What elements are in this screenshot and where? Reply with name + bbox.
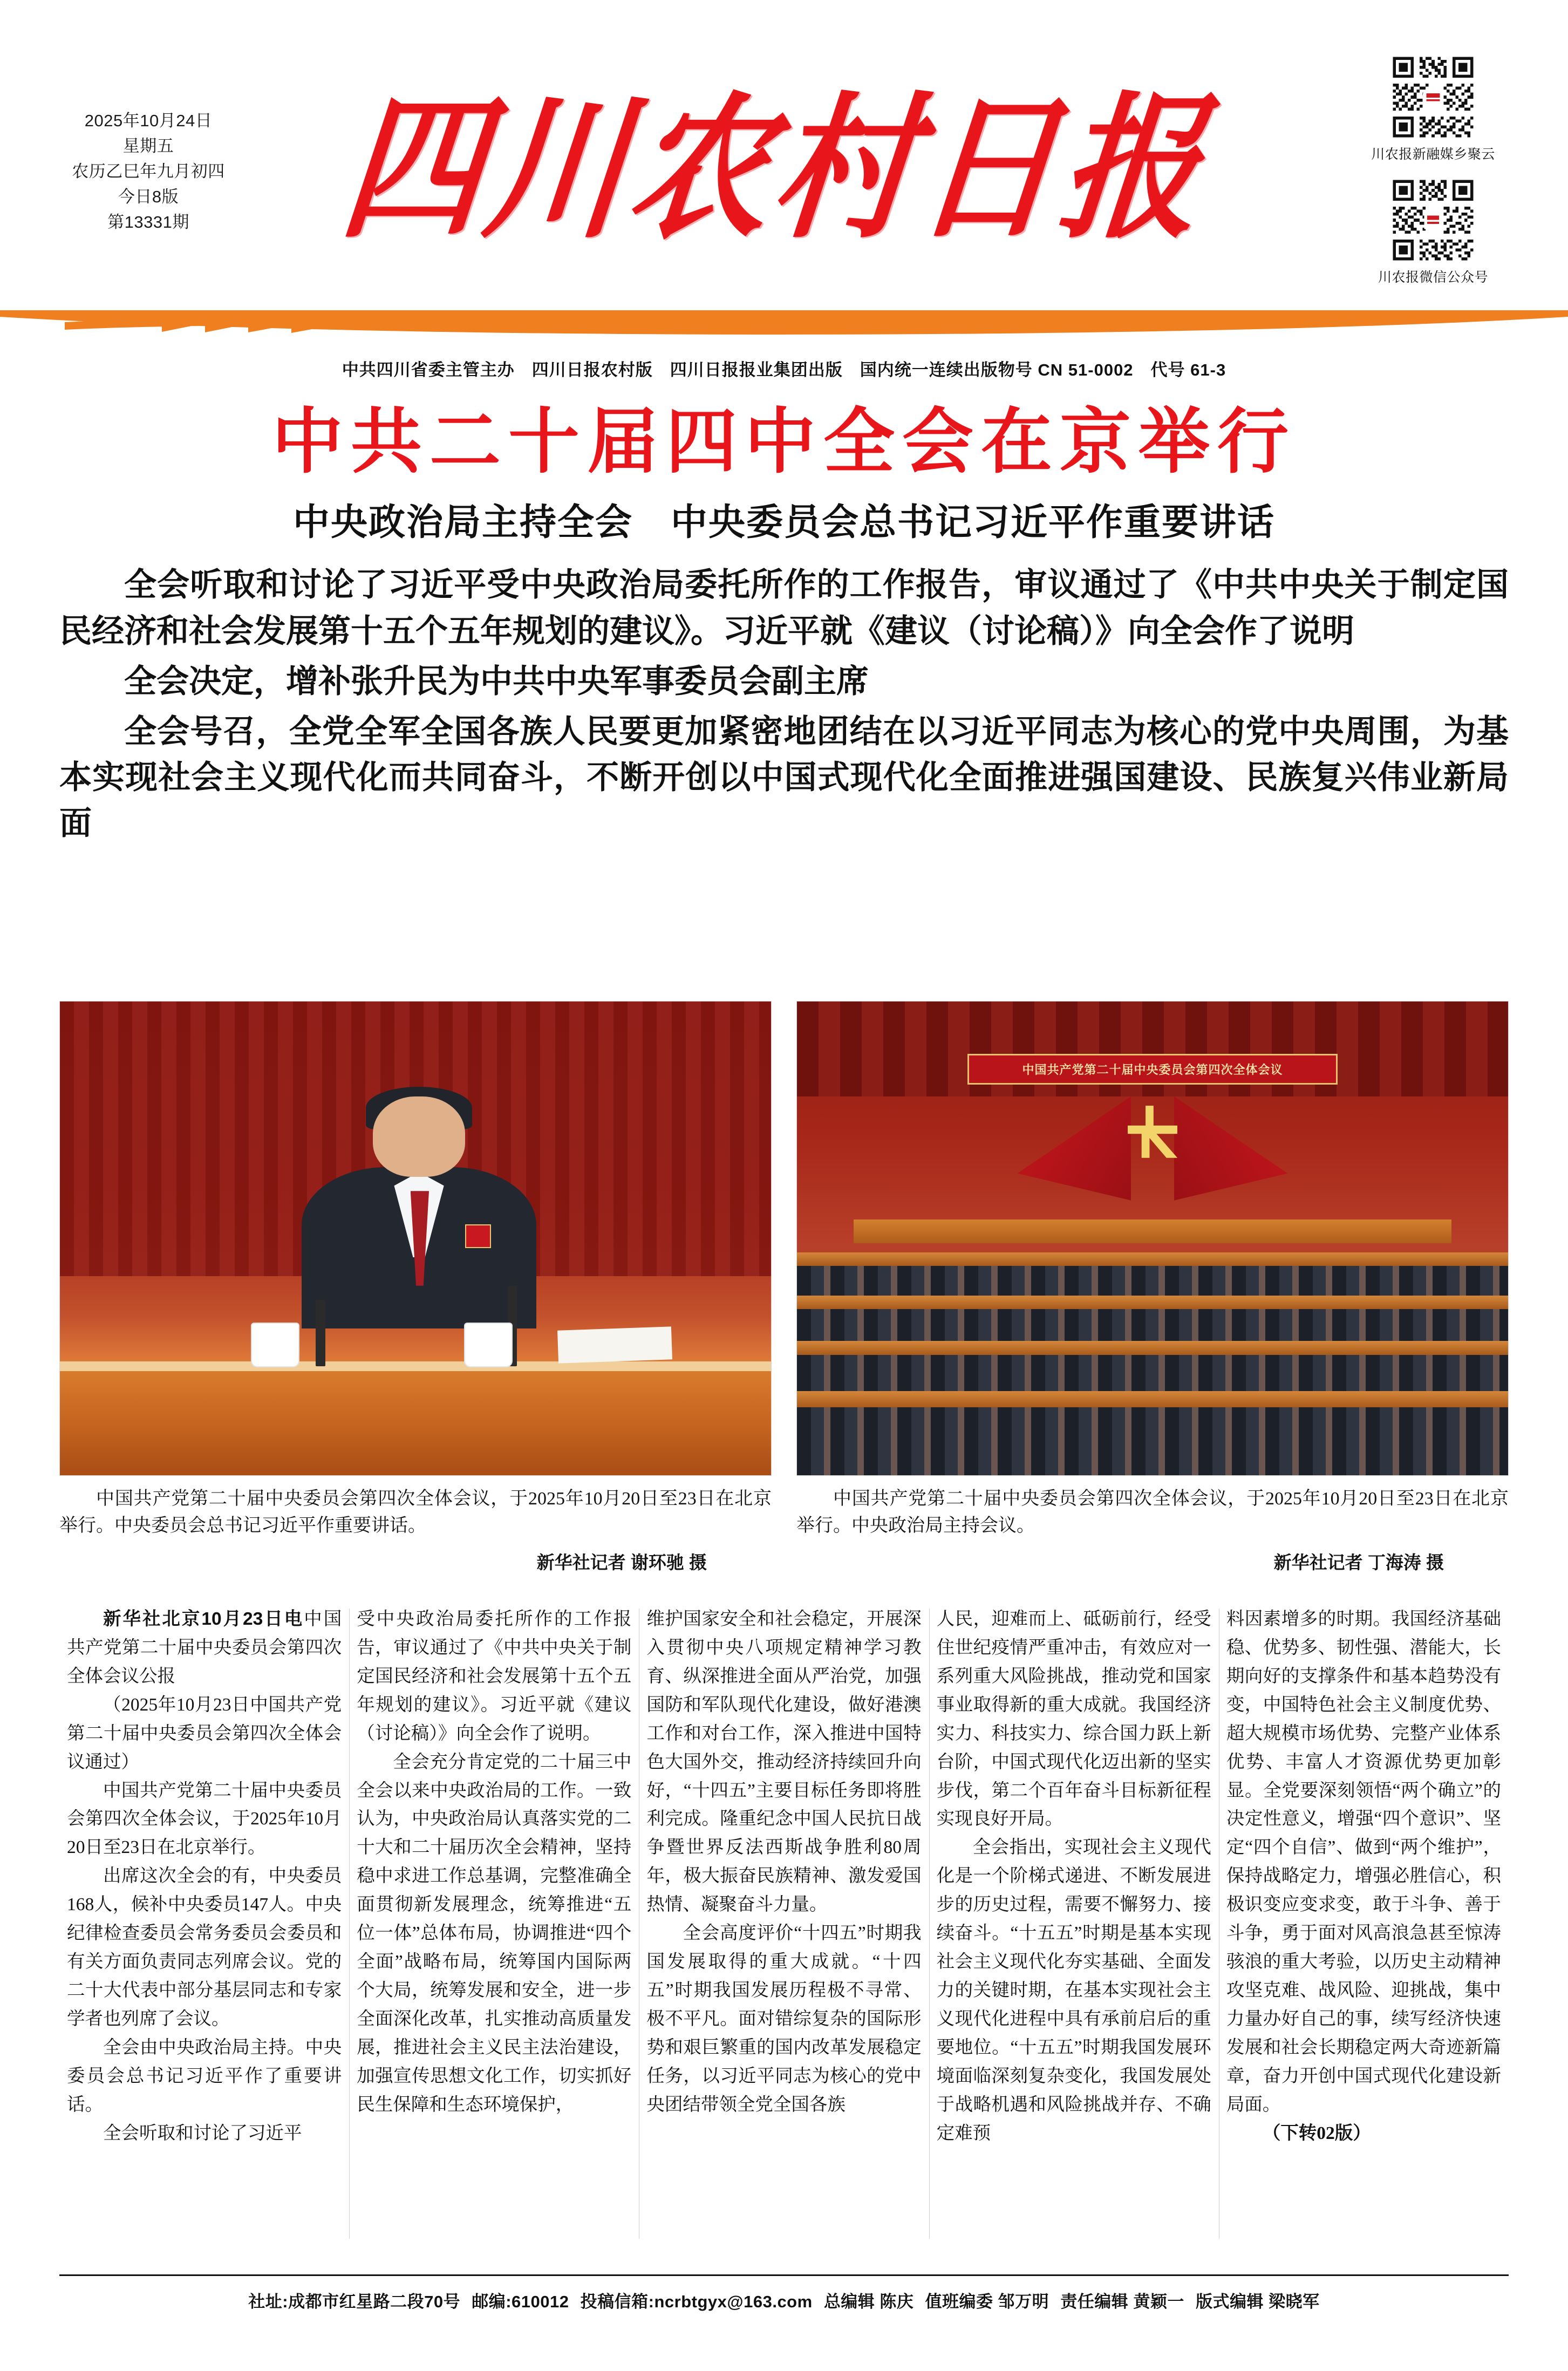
paragraph: 料因素增多的时期。我国经济基础稳、优势多、韧性强、潜能大，长期向好的支撑条件和基本趋势没有变，中国特色社会主义制度优势、超大规模市场优势、完整产业体系优势、丰富人才资源优势更加彰显。全党要深刻领悟“两个确立”的决定性意义，增强“四个意识”、坚定“四个自信”、做到“两个维护”，保持战略定力，增强必胜信心，积极识变应变求变，敢于斗争、善于斗争，勇于面对风高浪急甚至惊涛骇浪的重大考验，以历史主动精神攻坚克难、战风险、迎挑战，集中力量办好自己的事，续写经济快速发展和社会长期稳定两大奇迹新篇章，奋力开创中国式现代化建设新局面。 — [1226, 1609, 1502, 2115]
qr-code-icon — [1390, 54, 1476, 140]
date-lunar: 农历乙巳年九月初四 — [72, 162, 225, 181]
photo-caption-right: 中国共产党第二十届中央委员会第四次全体会议，于2025年10月20日至23日在北京举行。中央政治局主持会议。 — [796, 1489, 1509, 1536]
wheat-divider-icon — [0, 310, 1568, 346]
lead-paragraph-2: 全会决定，增补张升民为中共中央军事委员会副主席 — [124, 663, 869, 699]
footer-editor-in-chief: 总编辑 陈庆 — [823, 2292, 914, 2311]
photo-block-right — [796, 1001, 1509, 1574]
footer-duty-editor: 值班编委 邹万明 — [925, 2292, 1049, 2311]
qr-code-icon — [1390, 177, 1476, 263]
paragraph: 全会充分肯定党的二十届三中全会以来中央政治局的工作。一致认为，中央政治局认真落实党的二十大和二十届历次全会精神，坚持稳中求进工作总基调，完整准确全面贯彻新发展理念，统筹推进“五位一体”总体布局，协调推进“四个全面”战略布局，统筹国内国际两个大局，统筹发展和安全，进一步全面深化改革，扎实推动高质量发展，推进社会主义民主法治建设，加强宣传思想文化工作，切实抓好民生保障和生态环境保护， — [357, 1752, 632, 2115]
qr-code-xiangjuyun[interactable] — [1355, 54, 1511, 140]
lead-paragraph-1: 全会听取和讨论了习近平受中央政治局委托所作的工作报告，审议通过了《中共中央关于制定国民经济和社会发展第十五个五年规划的建议》。习近平就《建议（讨论稿）》向全会作了说明 — [59, 567, 1509, 649]
body-column-3 — [639, 1605, 929, 2242]
body-column-5 — [1219, 1605, 1509, 2242]
photo-block-left — [59, 1001, 772, 1574]
lead-paragraph-3: 全会号召，全党全军全国各族人民要更加紧密地团结在以习近平同志为核心的党中央周围，为基本实现社会主义现代化而共同奋斗，不断开创以中国式现代化全面推进强国建设、民族复兴伟业新局面 — [59, 713, 1509, 842]
photo-caption-left: 中国共产党第二十届中央委员会第四次全体会议，于2025年10月20日至23日在北京举行。中央委员会总书记习近平作重要讲话。 — [59, 1489, 772, 1536]
paragraph-text: 中国共产党第二十届中央委员会第四次全体会议公报 — [67, 1609, 342, 1686]
paragraph: 维护国家安全和社会稳定，开展深入贯彻中央八项规定精神学习教育、纵深推进全面从严治党，加强国防和军队现代化建设，做好港澳工作和对台工作，深入推进中国特色大国外交，推动经济持续回升向好，“十四五”主要目标任务即将胜利完成。隆重纪念中国人民抗日战争暨世界反法西斯战争胜利80周年，极大振奋民族精神、激发爱国热情、凝聚奋斗力量。 — [646, 1609, 922, 1915]
photo-plenary-hall — [796, 1001, 1509, 1476]
headline-area — [0, 399, 1568, 847]
continued-on-page-note[interactable]: （下转02版） — [1262, 2123, 1371, 2143]
footer-layout-editor: 版式编辑 梁晓军 — [1196, 2292, 1320, 2311]
paragraph: 中国共产党第二十届中央委员会第四次全体会议，于2025年10月20日至23日在北京举行。 — [67, 1780, 342, 1858]
footer-submission-email[interactable]: 投稿信箱:ncrbtgyx@163.com — [580, 2292, 813, 2311]
photo-credit-right: 新华社记者 丁海涛 摄 — [1273, 1552, 1444, 1572]
sub-headline: 中央政治局主持全会 中央委员会总书记习近平作重要讲话 — [292, 502, 1275, 543]
body-column-1 — [59, 1605, 349, 2242]
paragraph: 全会指出，实现社会主义现代化是一个阶梯式递进、不断发展进步的历史过程，需要不懈努力、接续奋斗。“十五五”时期是基本实现社会主义现代化夯实基础、全面发力的关键时期，在基本实现社会主义现代化进程中具有承前启后的重要地位。“十五五”时期我国发展环境面临深刻复杂变化，我国发展处于战略机遇和风险挑战并存、不确定难预 — [936, 1837, 1211, 2143]
footer-divider — [59, 2274, 1509, 2276]
date-weekday: 星期五 — [122, 137, 174, 156]
article-body — [59, 1605, 1509, 2242]
footer-address: 社址:成都市红星路二段70号 — [248, 2292, 461, 2311]
paragraph: 受中央政治局委托所作的工作报告，审议通过了《中共中央关于制定国民经济和社会发展第十五个五年规划的建议》。习近平就《建议（讨论稿）》向全会作了说明。 — [357, 1609, 632, 1743]
footer-responsible-editor: 责任编辑 黄颖一 — [1060, 2292, 1184, 2311]
paragraph: （2025年10月23日中国共产党第二十届中央委员会第四次全体会议通过） — [67, 1694, 342, 1772]
pages-today: 今日8版 — [118, 187, 179, 207]
body-column-4 — [929, 1605, 1219, 2242]
photo-credit-left: 新华社记者 谢环驰 摄 — [536, 1552, 707, 1572]
body-column-2 — [349, 1605, 639, 2242]
qr-label-wechat: 川农报微信公众号 — [1378, 270, 1488, 285]
photo-xi-speech — [59, 1001, 772, 1476]
qr-label-xiangjuyun: 川农报新融媒乡聚云 — [1371, 147, 1495, 162]
publisher-line: 中共四川省委主管主办 四川日报农村版 四川日报报业集团出版 国内统一连续出版物号 CN 51-0002 代号 61-3 — [342, 360, 1226, 379]
main-headline: 中共二十届四中全会在京举行 — [272, 402, 1296, 481]
paragraph: 全会由中央政治局主持。中央委员会总书记习近平作了重要讲话。 — [67, 2037, 342, 2115]
photo-row — [59, 1001, 1509, 1574]
footer-info — [59, 2288, 1509, 2312]
paragraph: 全会高度评价“十四五”时期我国发展取得的重大成就。“十四五”时期我国发展历程极不寻常、极不平凡。面对错综复杂的国际形势和艰巨繁重的国内改革发展稳定任务，以习近平同志为核心的党中央团结带领全党全国各族 — [646, 1923, 922, 2115]
qr-code-wechat[interactable] — [1355, 177, 1511, 263]
publication-date-block — [59, 108, 237, 235]
hall-banner — [967, 1054, 1337, 1085]
dateline: 新华社北京10月23日电 — [103, 1609, 304, 1629]
issue-number: 第13331期 — [107, 213, 189, 232]
paper-name: 四川农村日报 — [335, 83, 1214, 257]
date-gregorian: 2025年10月24日 — [84, 111, 213, 130]
qr-code-block — [1355, 54, 1511, 300]
masthead — [0, 0, 1568, 379]
hall-banner-text: 中国共产党第二十届中央委员会第四次全体会议 — [1022, 1062, 1283, 1077]
footer-postcode: 邮编:610012 — [472, 2292, 569, 2311]
nameplate — [281, 84, 1268, 256]
paragraph: 全会听取和讨论了习近平 — [103, 2123, 302, 2143]
paragraph — [67, 1605, 342, 1691]
paragraph: 出席这次全会的有，中央委员168人，候补中央委员147人。中央纪律检查委员会常务委员会委员和有关方面负责同志列席会议。党的二十大代表中部分基层同志和专家学者也列席了会议。 — [67, 1866, 342, 2029]
paragraph: 人民，迎难而上、砥砺前行，经受住世纪疫情严重冲击，有效应对一系列重大风险挑战，推动党和国家事业取得新的重大成就。我国经济实力、科技实力、综合国力跃上新台阶，中国式现代化迈出新的坚实步伐，第二个百年奋斗目标新征程实现良好开局。 — [936, 1609, 1211, 1829]
